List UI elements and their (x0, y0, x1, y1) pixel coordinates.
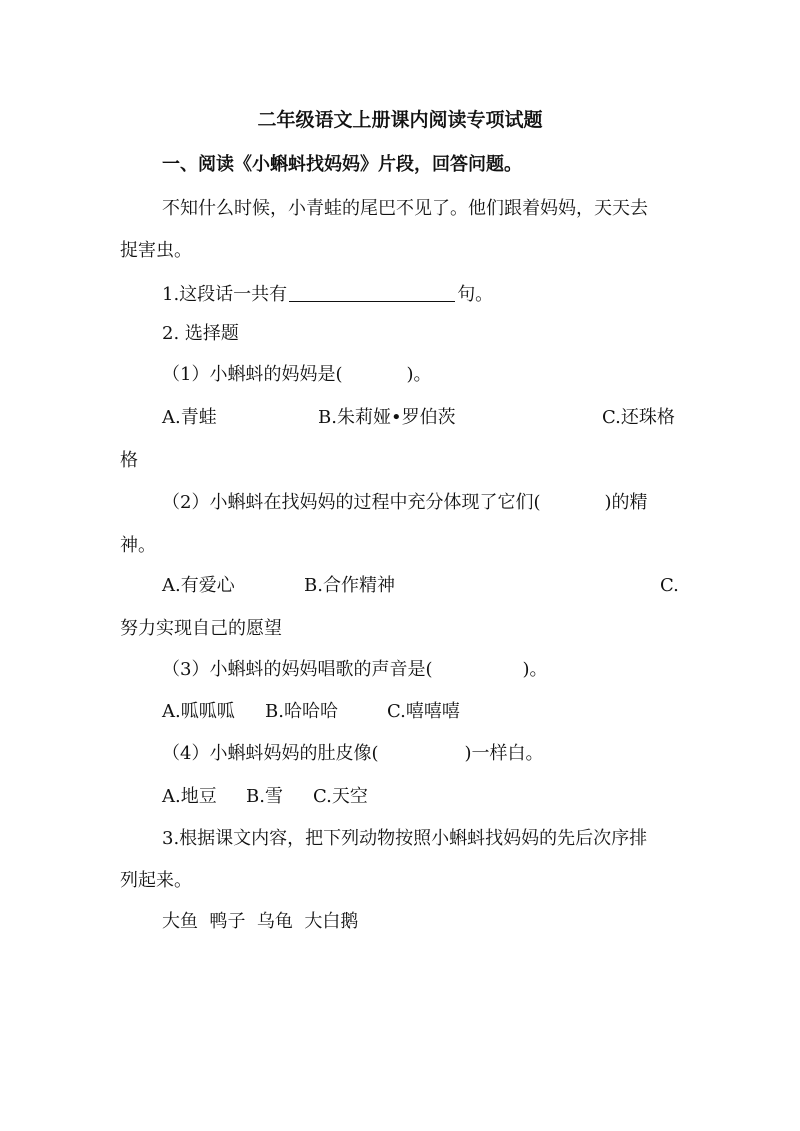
option-a: A.地豆 (162, 786, 217, 807)
option-c-continued: 努力实现自己的愿望 (120, 618, 282, 639)
animal-list: 大鱼 鸭子 乌龟 大白鹅 (162, 911, 359, 932)
sub-question-1-stem: （1）小蝌蚪的妈妈是( (162, 364, 343, 385)
sub-question-4 (162, 741, 544, 767)
option-c-continued: 格 (120, 450, 138, 471)
sub-question-3-stem-end: )。 (522, 659, 548, 680)
question-2-label: 2. 选择题 (162, 323, 239, 344)
question-1-suffix: 句。 (457, 284, 494, 305)
sub-question-2 (162, 490, 648, 516)
sub-question-2-continued: 神。 (120, 535, 156, 556)
sub-question-1-stem-end: )。 (406, 364, 432, 385)
sub-question-4-stem-end: )一样白。 (464, 743, 544, 764)
page-title: 二年级语文上册课内阅读专项试题 (257, 109, 543, 131)
question-3-line-2: 列起来。 (120, 870, 192, 891)
option-b: B.雪 (246, 786, 283, 807)
option-c: C.还珠格 (602, 407, 675, 428)
passage-line-1: 不知什么时候，小青蛙的尾巴不见了。他们跟着妈妈，天天去 (162, 198, 648, 219)
option-a: A.有爱心 (162, 575, 235, 596)
section-heading: 一、阅读《小蝌蚪找妈妈》片段，回答问题。 (162, 154, 522, 175)
option-c: C. (660, 575, 679, 596)
passage-line-2: 捉害虫。 (120, 240, 192, 261)
sub-question-3-stem: （3）小蝌蚪的妈妈唱歌的声音是( (162, 659, 433, 680)
question-3-line-1: 3.根据课文内容，把下列动物按照小蝌蚪找妈妈的先后次序排 (162, 828, 648, 849)
sub-question-2-stem: （2）小蝌蚪在找妈妈的过程中充分体现了它们( (162, 492, 541, 513)
option-b: B.哈哈哈 (265, 701, 338, 722)
option-b: B.朱莉娅•罗伯茨 (318, 407, 456, 428)
option-a: A.呱呱呱 (162, 701, 235, 722)
option-a: A.青蛙 (162, 407, 217, 428)
sub-question-3 (162, 657, 548, 683)
question-1-prefix: 1.这段话一共有 (162, 284, 288, 305)
question-1 (162, 281, 493, 308)
sub-question-1 (162, 362, 432, 388)
option-c: C.天空 (313, 786, 368, 807)
sub-question-2-stem-end: )的精 (604, 492, 648, 513)
answer-blank[interactable] (289, 281, 455, 302)
option-c: C.嘻嘻嘻 (387, 701, 460, 722)
option-b: B.合作精神 (304, 575, 395, 596)
sub-question-4-stem: （4）小蝌蚪妈妈的肚皮像( (162, 743, 379, 764)
